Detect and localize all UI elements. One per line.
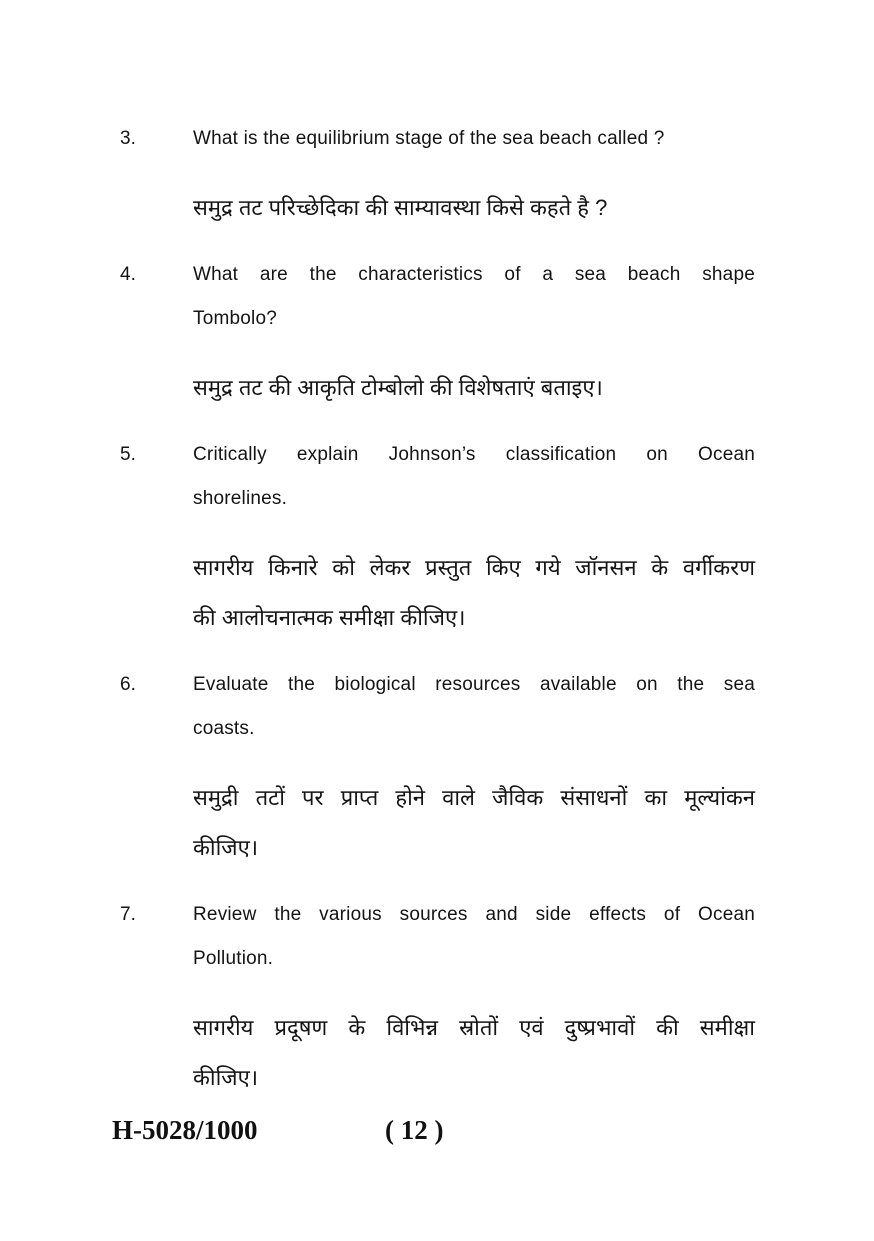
page-number: ( 12 ) [385,1115,444,1145]
question-number: 3. [120,128,136,149]
hindi-line: समुद्र तट परिच्छेदिका की साम्यावस्था किसे कहते है ? [193,195,608,220]
english-line: Critically explain Johnson’s classification on Ocean [193,444,755,465]
question-number: 7. [120,904,136,925]
english-line: What is the equilibrium stage of the sea beach called ? [193,128,665,149]
question-hindi [193,363,755,413]
question-item [120,253,755,413]
question-item [120,893,755,1103]
question-item [120,663,755,873]
english-line: Review the various sources and side effects of Ocean [193,904,755,925]
hindi-line: सागरीय किनारे को लेकर प्रस्तुत किए गये जॉनसन के वर्गीकरण [193,555,755,580]
question-number: 4. [120,264,136,285]
question-hindi [193,543,755,643]
question-body [193,117,755,233]
question-english [193,663,755,751]
question-body [193,663,755,873]
paper-code: H-5028/1000 [112,1115,258,1145]
hindi-line: समुद्र तट की आकृति टोम्बोलो की विशेषताएं बताइए। [193,375,603,400]
question-number: 6. [120,674,136,695]
english-line: coasts. [193,718,255,739]
question-item [120,433,755,643]
english-line: Tombolo? [193,308,277,329]
english-line: shorelines. [193,488,288,509]
question-hindi [193,773,755,873]
question-number: 5. [120,444,136,465]
question-item [120,117,755,233]
question-hindi [193,183,755,233]
hindi-line: कीजिए। [193,1065,259,1090]
question-english [193,893,755,981]
question-list [0,117,874,1123]
question-body [193,433,755,643]
english-line: Evaluate the biological resources available on the sea [193,674,755,695]
hindi-line: समुद्री तटों पर प्राप्त होने वाले जैविक संसाधनों का मूल्यांकन [193,785,755,810]
hindi-line: की आलोचनात्मक समीक्षा कीजिए। [193,605,466,630]
hindi-line: कीजिए। [193,835,259,860]
question-english [193,117,755,161]
hindi-line: सागरीय प्रदूषण के विभिन्न स्रोतों एवं दुष्प्रभावों की समीक्षा [193,1015,755,1040]
question-body [193,253,755,413]
english-line: What are the characteristics of a sea beach shape [193,264,755,285]
question-english [193,433,755,521]
question-hindi [193,1003,755,1103]
english-line: Pollution. [193,948,274,969]
page-footer [112,1112,755,1152]
question-body [193,893,755,1103]
question-english [193,253,755,341]
